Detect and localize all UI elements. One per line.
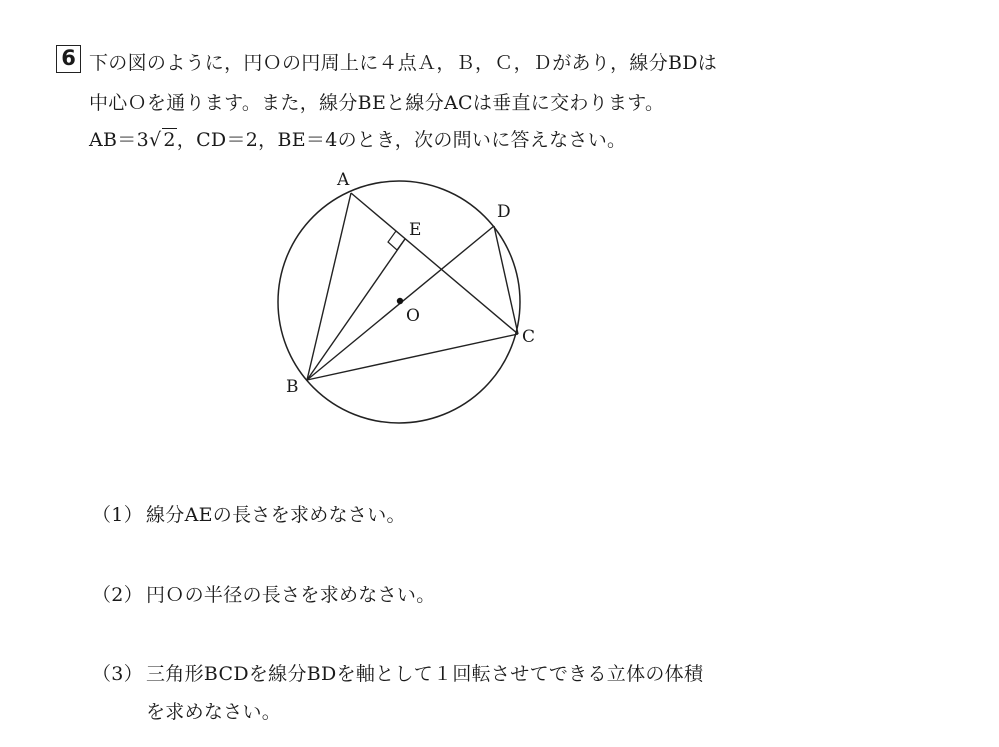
question-3 xyxy=(92,659,703,686)
question-2-text: 円Ｏの半径の長さを求めなさい。 xyxy=(146,584,436,606)
label-d: D xyxy=(497,202,511,222)
problem-number-box: 6 xyxy=(56,45,81,73)
question-2-number: （2） xyxy=(92,584,143,606)
sqrt-symbol: √ 2 xyxy=(148,129,176,151)
segment-ac xyxy=(351,193,518,334)
question-1-text: 線分AEの長さを求めなさい。 xyxy=(146,504,406,526)
question-2 xyxy=(92,580,436,607)
center-point-o xyxy=(397,298,403,304)
label-b: B xyxy=(286,377,299,397)
stem-conditions: ，CD＝2，BE＝4のとき，次の問いに答えなさい。 xyxy=(176,129,627,151)
right-angle-mark xyxy=(388,231,405,250)
label-c: C xyxy=(522,327,536,347)
sqrt-radicand: 2 xyxy=(163,129,176,151)
question-1-number: （1） xyxy=(92,504,143,526)
label-a: A xyxy=(337,170,350,190)
question-3-number: （3） xyxy=(92,663,143,685)
problem-stem-line-2: 中心Ｏを通ります。また，線分BEと線分ACは垂直に交わります。 xyxy=(89,92,665,114)
label-o: O xyxy=(406,306,420,326)
question-1 xyxy=(92,500,406,527)
label-e: E xyxy=(409,220,422,240)
problem-stem-line-1: 下の図のように，円Ｏの円周上に４点Ａ，Ｂ，Ｃ，Ｄがあり，線分BDは xyxy=(89,52,718,74)
stem-ab-value: AB＝3 xyxy=(89,129,149,151)
question-3-text: 三角形BCDを線分BDを軸として１回転させてできる立体の体積 xyxy=(146,663,704,685)
segment-be xyxy=(307,239,405,380)
segment-bc xyxy=(307,334,518,380)
question-3-text-continued: を求めなさい。 xyxy=(146,701,282,723)
segment-cd xyxy=(494,226,518,334)
segment-ab xyxy=(307,193,351,380)
